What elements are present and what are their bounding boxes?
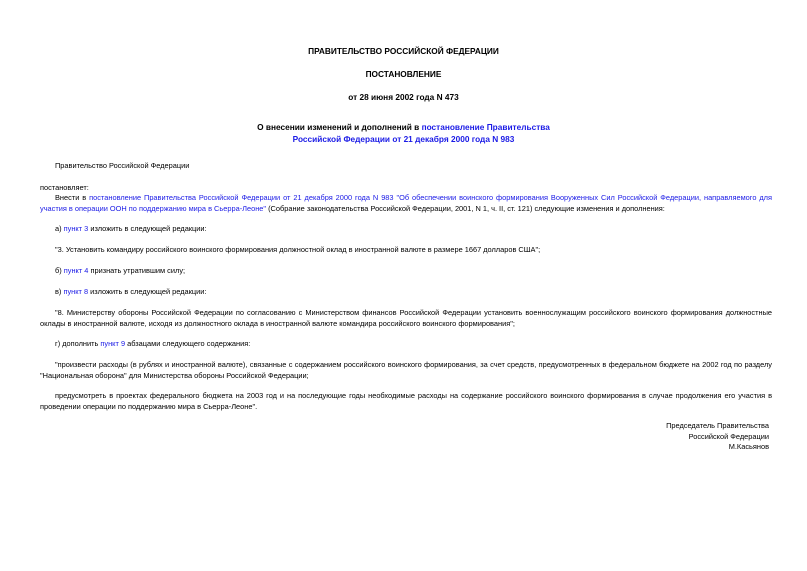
- item-a-link[interactable]: пункт 3: [63, 224, 89, 233]
- amend-link[interactable]: постановление Правительства Российской Федерации от 21 декабря 2000 года N 983 "Об обеспечении воинского формирования Вооруженных Сил Российской Федерации, направляемого для участия в операции ООН по поддержанию мира в Сьерра-Леоне": [40, 193, 772, 213]
- item-v-pre: в): [55, 287, 64, 296]
- item-a-quote: "3. Установить командиру российского воинского формирования должностной оклад в иностранной валюте в размере 1667 долларов США";: [55, 245, 541, 254]
- paragraph-amend: [40, 193, 772, 214]
- item-v-link[interactable]: пункт 8: [63, 287, 89, 296]
- item-v-quote: "8. Министерству обороны Российской Федерации по согласованию с Министерством финансов Российской Федерации установить военнослужащим российского воинского формирования должностные оклады в иностранной валюте, исходя из должностного оклада в иностранной валюте командира российского воинского формирования";: [40, 308, 772, 328]
- item-g-quote-2: предусмотреть в проектах федерального бюджета на 2003 год и на последующие годы необходимые расходы на содержание российского воинского формирования в случае продолжения его участия в проведении операции по поддержанию мира в Сьерра-Леоне".: [40, 391, 772, 411]
- government-header: ПРАВИТЕЛЬСТВО РОССИЙСКОЙ ФЕДЕРАЦИИ: [308, 46, 499, 56]
- item-b-post: признать утратившим силу;: [88, 266, 186, 275]
- item-a-post: изложить в следующей редакции:: [88, 224, 207, 233]
- signature-name: М.Касьянов: [728, 442, 769, 452]
- item-g-pre: г) дополнить: [55, 339, 101, 348]
- item-b-pre: б): [55, 266, 64, 275]
- document-title: [0, 121, 807, 145]
- item-a-pre: а): [55, 224, 64, 233]
- doc-type: ПОСТАНОВЛЕНИЕ: [365, 69, 442, 79]
- date-number: от 28 июня 2002 года N 473: [348, 92, 459, 102]
- item-v-post: изложить в следующей редакции:: [88, 287, 207, 296]
- signature-org: Российской Федерации: [688, 431, 769, 441]
- item-g-post: абзацами следующего содержания:: [125, 339, 251, 348]
- item-g-link[interactable]: пункт 9: [100, 339, 126, 348]
- amend-post: (Собрание законодательства Российской Федерации, 2001, N 1, ч. II, ст. 121) следующие изменения и дополнения:: [266, 203, 665, 213]
- signature-title: Председатель Правительства: [666, 421, 769, 430]
- item-b-link[interactable]: пункт 4: [63, 266, 89, 275]
- title-prefix: О внесении изменений и дополнений в: [257, 122, 422, 132]
- item-v: [40, 287, 772, 298]
- item-a: [40, 224, 772, 235]
- paragraph-resolves: постановляет:: [40, 183, 89, 192]
- paragraph-government: Правительство Российской Федерации: [55, 161, 190, 170]
- signature-block: [666, 421, 769, 453]
- item-b: [40, 266, 772, 277]
- item-g: [40, 339, 772, 350]
- item-g-quote-1: "произвести расходы (в рублях и иностранной валюте), связанные с содержанием российского воинского формирования, за счет средств, предусмотренных в федеральном бюджете на 2002 год по разделу "Национальная оборона" для Министерства обороны Российской Федерации;: [40, 360, 772, 380]
- title-link-line1[interactable]: постановление Правительства: [421, 122, 550, 132]
- amend-pre: Внести в: [55, 193, 90, 202]
- title-link-line2[interactable]: Российской Федерации от 21 декабря 2000 года N 983: [292, 134, 515, 145]
